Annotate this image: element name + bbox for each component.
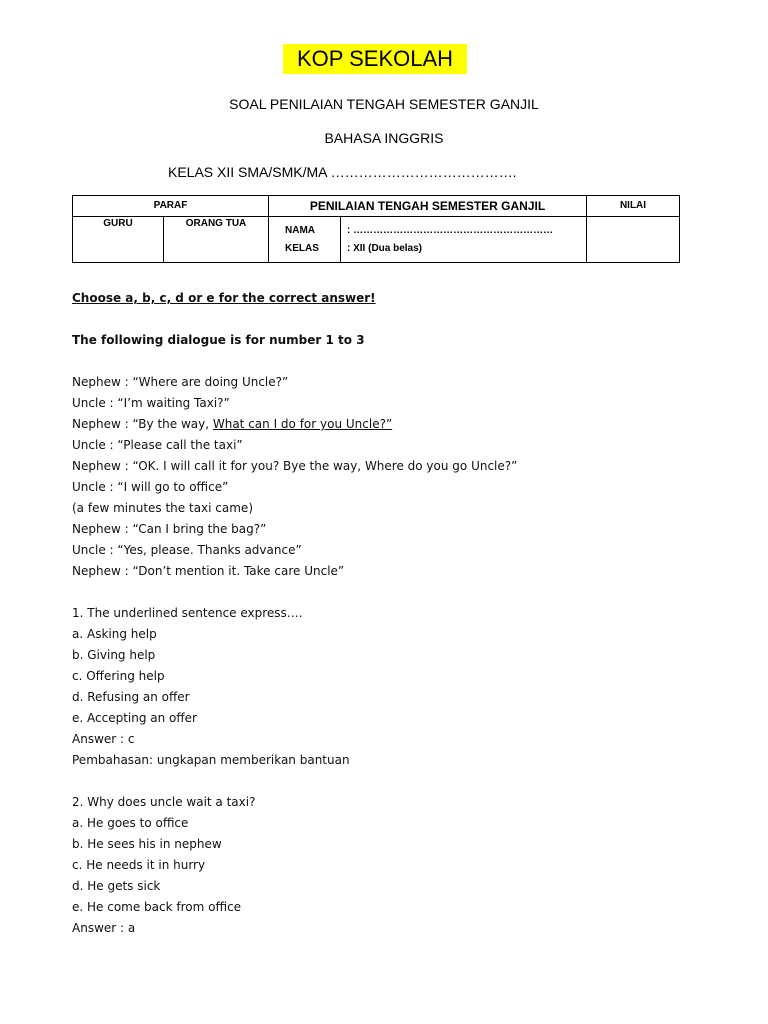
instruction: Choose a, b, c, d or e for the correct answer!: [72, 291, 376, 305]
kelas-label: KELAS: [285, 243, 319, 254]
dialogue-line: Uncle : “Yes, please. Thanks advance”: [72, 543, 302, 557]
q1-option-c: c. Offering help: [72, 669, 165, 683]
nilai-header: NILAI: [587, 196, 680, 217]
pts-header: PENILAIAN TENGAH SEMESTER GANJIL: [269, 196, 587, 217]
q1-option-d: d. Refusing an offer: [72, 690, 190, 704]
q2-option-d: d. He gets sick: [72, 879, 161, 893]
question-1: 1. The underlined sentence express….: [72, 606, 303, 620]
q2-option-e: e. He come back from office: [72, 900, 242, 914]
dialogue-line: [72, 414, 392, 435]
question-2: 2. Why does uncle wait a taxi?: [72, 795, 256, 809]
q2-answer: Answer : a: [72, 921, 136, 935]
nilai-cell: [587, 217, 680, 263]
q2-option-c: c. He needs it in hurry: [72, 858, 206, 872]
nama-field: : ……………………………………………………: [347, 225, 554, 236]
kelas-value: : XII (Dua belas): [347, 243, 423, 254]
dialogue-line: Uncle : “I’m waiting Taxi?”: [72, 396, 230, 410]
guru-label: GURU: [103, 218, 133, 229]
q1-option-e: e. Accepting an offer: [72, 711, 197, 725]
dialogue-intro: The following dialogue is for number 1 to 3: [72, 333, 365, 347]
dialogue-line-prefix: Nephew : “By the way,: [72, 417, 213, 431]
exam-title: SOAL PENILAIAN TENGAH SEMESTER GANJIL: [229, 96, 539, 112]
identity-table: [72, 195, 680, 263]
q2-option-a: a. He goes to office: [72, 816, 189, 830]
student-info-cell: [269, 217, 587, 263]
class-line: KELAS XII SMA/SMK/MA ………………………………….: [168, 164, 517, 180]
dialogue-line: Nephew : “Don’t mention it. Take care Uncle”: [72, 564, 345, 578]
orang-tua-cell: [164, 217, 269, 263]
dialogue-line: Nephew : “Where are doing Uncle?”: [72, 375, 289, 389]
underlined-sentence: What can I do for you Uncle?”: [212, 417, 393, 431]
q1-option-a: a. Asking help: [72, 627, 157, 641]
dialogue-line: Uncle : “I will go to office”: [72, 480, 229, 494]
paraf-header: PARAF: [73, 196, 269, 217]
kop-sekolah: KOP SEKOLAH: [283, 44, 467, 74]
nama-label: NAMA: [285, 225, 315, 236]
q2-option-b: b. He sees his in nephew: [72, 837, 222, 851]
orang-tua-label: ORANG TUA: [185, 218, 247, 229]
q1-pembahasan: Pembahasan: ungkapan memberikan bantuan: [72, 753, 350, 767]
dialogue-line: Nephew : “Can I bring the bag?”: [72, 522, 267, 536]
subject-title: BAHASA INGGRIS: [324, 130, 444, 146]
dialogue-line: Nephew : “OK. I will call it for you? Bye the way, Where do you go Uncle?”: [72, 459, 518, 473]
guru-cell: [73, 217, 164, 263]
dialogue-line: Uncle : “Please call the taxi”: [72, 438, 243, 452]
q1-option-b: b. Giving help: [72, 648, 156, 662]
dialogue-line: (a few minutes the taxi came): [72, 501, 253, 515]
q1-answer: Answer : c: [72, 732, 135, 746]
